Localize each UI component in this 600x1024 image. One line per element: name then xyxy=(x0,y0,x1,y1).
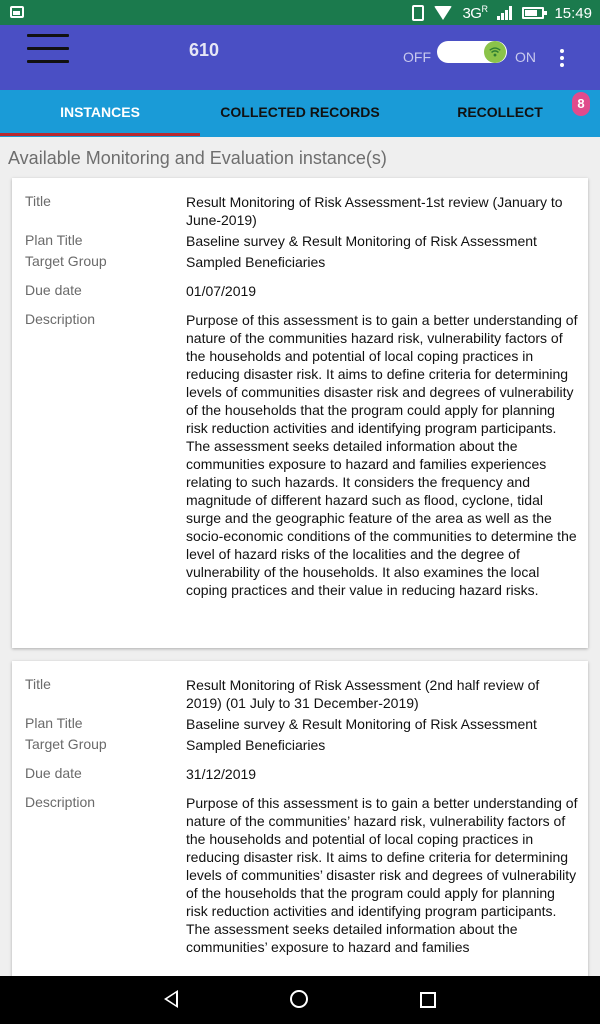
toggle-on-label: ON xyxy=(515,49,536,65)
status-bar xyxy=(0,0,600,25)
recollect-count-badge: 8 xyxy=(572,92,590,116)
due-date-label: Due date xyxy=(25,765,82,781)
app-title: 610 xyxy=(189,40,220,60)
plan-title-value: Baseline survey & Result Monitoring of Risk Assessment xyxy=(186,233,537,249)
tab-instances[interactable]: INSTANCES xyxy=(60,104,140,120)
instance-card[interactable] xyxy=(12,661,588,981)
network-type-label: 3G xyxy=(462,5,482,22)
title-value: Result Monitoring of Risk Assessment-1st review (January to June-2019) xyxy=(186,194,563,228)
roaming-indicator: R xyxy=(481,4,488,14)
plan-title-label: Plan Title xyxy=(25,232,83,248)
due-date-value: 31/12/2019 xyxy=(186,766,257,782)
due-date-label: Due date xyxy=(25,282,82,298)
menu-icon[interactable] xyxy=(27,34,69,64)
battery-icon xyxy=(522,7,544,19)
tab-recollect[interactable]: RECOLLECT xyxy=(457,104,543,120)
title-label: Title xyxy=(25,193,51,209)
wifi-sync-icon xyxy=(488,45,502,59)
target-group-value: Sampled Beneficiaries xyxy=(186,737,326,753)
plan-title-label: Plan Title xyxy=(25,715,83,731)
title-label: Title xyxy=(25,676,51,692)
network-type xyxy=(462,4,487,22)
online-toggle[interactable] xyxy=(437,41,507,63)
tab-collected-records[interactable]: COLLECTED RECORDS xyxy=(220,104,380,120)
active-tab-indicator xyxy=(0,133,200,136)
description-label: Description xyxy=(25,311,96,327)
title-value: Result Monitoring of Risk Assessment (2nd half review of 2019) (01 July to 31 December-2019) xyxy=(186,677,540,711)
description-value: Purpose of this assessment is to gain a better understanding of nature of the communities’ hazard risk, vulnerability factors of the households and potential of local coping practices in reducing disaster risk. It aims to define criteria for determining levels of communities’ disaster risk and degrees of vulnerability of the households that the program could apply for planning risk reduction activities and identifying program participants. The assessment seeks detailed information about the communities’ exposure to hazard and families xyxy=(186,795,578,955)
vibrate-icon xyxy=(412,5,424,21)
section-title: Available Monitoring and Evaluation instance(s) xyxy=(8,148,387,168)
toggle-off-label: OFF xyxy=(403,49,431,65)
description-value: Purpose of this assessment is to gain a better understanding of nature of the communities hazard risk, vulnerability factors of the households and potential of local coping practices in reducing disaster risk. It aims to define criteria for determining levels of communities disaster risk and degrees of vulnerability of the households that the program could apply for planning risk reduction activities and identifying program participants. The assessment seeks detailed information about the communities exposure to hazard and families experiences relating to such hazards. It considers the frequency and magnitude of different hazard such as flood, cyclone, tidal surge and the geographic feature of the area as well as the socio-economic conditions of the communities to determine the level of hazard risks of the localities and the degree of vulnerability of the households. It also examines the local coping practices and their value in reducing hazard risks. xyxy=(186,312,578,598)
target-group-label: Target Group xyxy=(25,736,107,752)
instance-card[interactable] xyxy=(12,178,588,648)
clock: 15:49 xyxy=(554,4,592,22)
status-icons xyxy=(412,3,592,23)
more-options-icon[interactable] xyxy=(557,49,567,73)
back-icon[interactable] xyxy=(164,990,178,1008)
recent-apps-icon[interactable] xyxy=(420,992,436,1008)
target-group-label: Target Group xyxy=(25,253,107,269)
app-bar xyxy=(0,25,600,90)
plan-title-value: Baseline survey & Result Monitoring of Risk Assessment xyxy=(186,716,537,732)
description-label: Description xyxy=(25,794,96,810)
image-notification-icon xyxy=(10,6,24,18)
due-date-value: 01/07/2019 xyxy=(186,283,257,299)
wifi-icon xyxy=(434,6,452,20)
tab-bar xyxy=(0,90,600,137)
signal-icon xyxy=(497,6,512,20)
system-nav-bar xyxy=(0,976,600,1024)
toggle-knob xyxy=(484,41,506,63)
home-icon[interactable] xyxy=(290,990,308,1008)
target-group-value: Sampled Beneficiaries xyxy=(186,254,326,270)
